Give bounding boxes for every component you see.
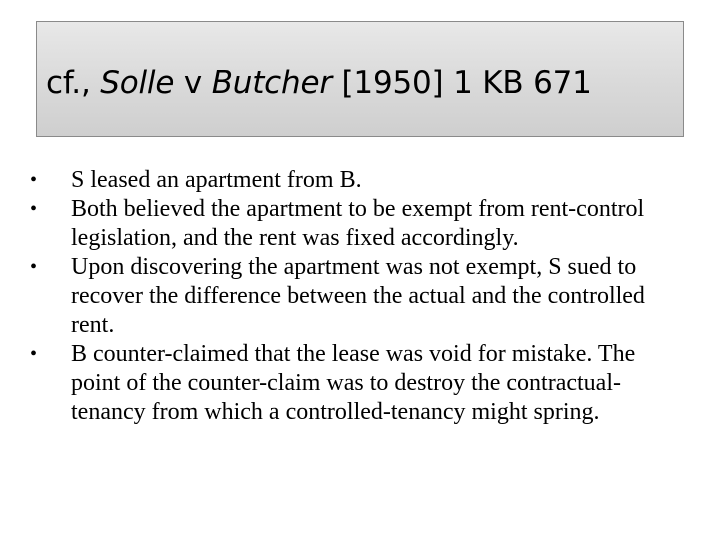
bullet-dot-icon: • bbox=[30, 256, 38, 278]
title-citation: [1950] 1 KB 671 bbox=[331, 65, 592, 101]
title-versus: v bbox=[174, 65, 212, 101]
bullet-text: S leased an apartment from B. bbox=[71, 167, 362, 193]
bullet-item bbox=[30, 340, 690, 427]
bullet-text: Both believed the apartment to be exempt from rent-control legislation, and the rent was fixed accordingly. bbox=[71, 196, 645, 251]
bullet-dot-icon: • bbox=[30, 343, 38, 365]
bullet-list bbox=[30, 166, 690, 427]
title-case-name-defendant: Butcher bbox=[211, 65, 332, 101]
bullet-item bbox=[30, 195, 690, 253]
bullet-text: B counter-claimed that the lease was void for mistake. The point of the counter-claim was to destroy the contractual-tenancy from which a controlled-tenancy might spring. bbox=[71, 341, 636, 425]
title-case-name-plaintiff: Solle bbox=[100, 65, 175, 101]
bullet-item bbox=[30, 253, 690, 340]
bullet-item bbox=[30, 166, 690, 195]
bullet-text: Upon discovering the apartment was not exempt, S sued to recover the difference between the actual and the controlled rent. bbox=[71, 254, 645, 338]
title-box bbox=[36, 21, 684, 137]
slide-title bbox=[37, 57, 592, 101]
bullet-dot-icon: • bbox=[30, 198, 38, 220]
bullet-dot-icon: • bbox=[30, 169, 38, 191]
title-prefix: cf., bbox=[46, 65, 101, 101]
